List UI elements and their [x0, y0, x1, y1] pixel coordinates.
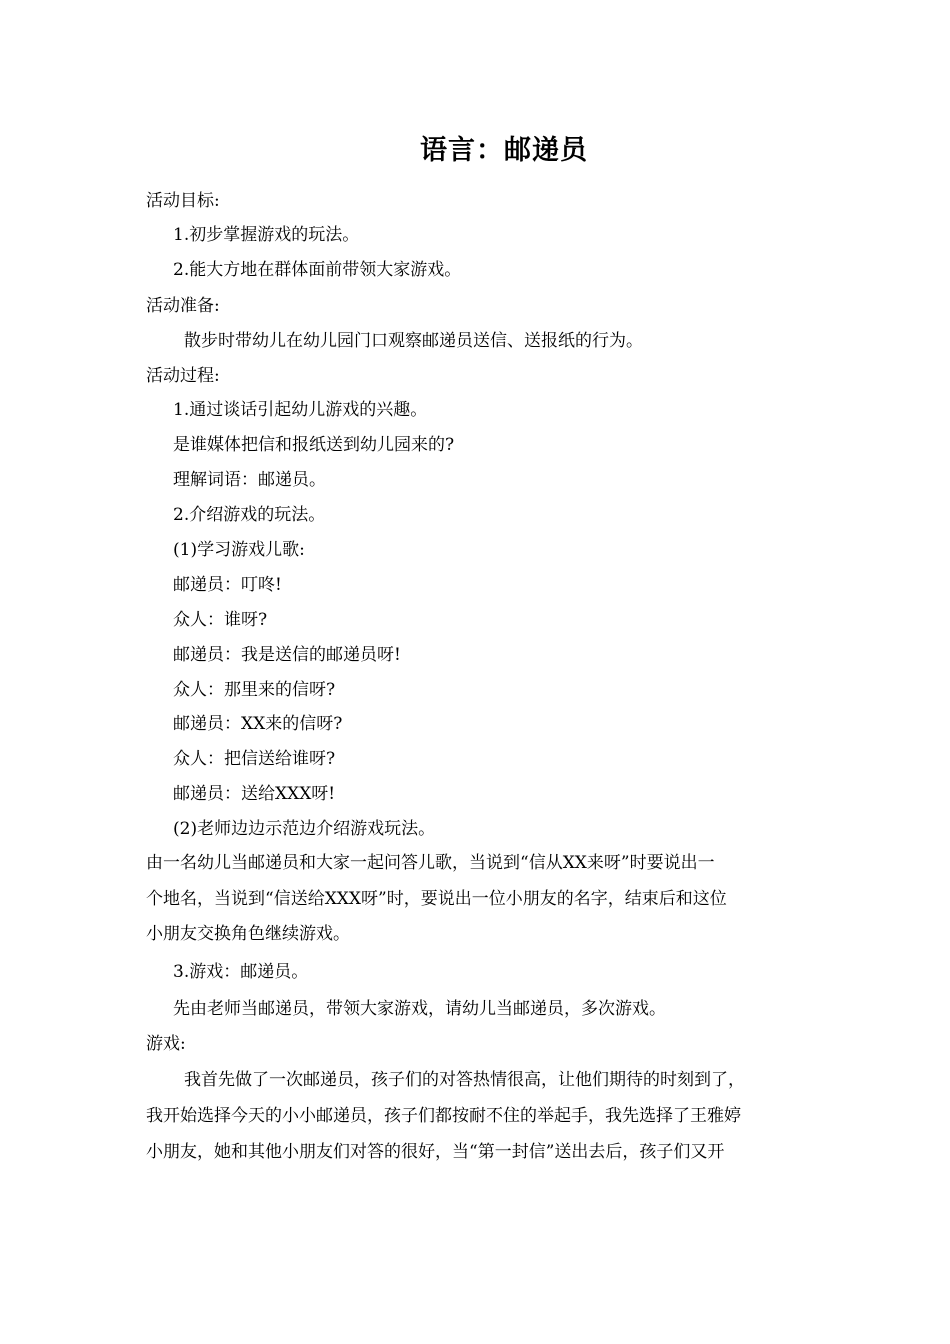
page-title: 语言：邮递员 [420, 135, 588, 166]
game-heading: 游戏: [146, 1034, 186, 1054]
rules-line: 由一名幼儿当邮递员和大家一起问答儿歌，当说到“信从XX来呀”时要说出一 [146, 853, 715, 873]
process-line: 1.通过谈话引起幼儿游戏的兴趣。 [173, 400, 428, 420]
rules-paragraph [146, 846, 810, 953]
goals-heading: 活动目标: [146, 191, 220, 211]
process-line: 是谁媒体把信和报纸送到幼儿园来的? [173, 435, 455, 455]
goal-item-2: 2.能大方地在群体面前带领大家游戏。 [173, 260, 462, 280]
game-line: 小朋友，她和其他小朋友们对答的很好，当“第一封信”送出去后，孩子们又开 [146, 1142, 725, 1162]
step3-line: 3.游戏：邮递员。 [173, 962, 309, 982]
process-line: 众人：谁呀? [173, 610, 268, 630]
game-line: 我开始选择今天的小小邮递员，孩子们都按耐不住的举起手，我先选择了王雅婷 [146, 1106, 741, 1126]
process-line: 邮递员：我是送信的邮递员呀! [173, 645, 401, 665]
prep-heading: 活动准备: [146, 296, 220, 316]
game-line: 我首先做了一次邮递员，孩子们的对答热情很高，让他们期待的时刻到了， [184, 1070, 745, 1090]
process-line: 邮递员：叮咚! [173, 575, 282, 595]
process-line: 邮递员：XX来的信呀? [173, 714, 343, 734]
step3-text: 先由老师当邮递员，带领大家游戏，请幼儿当邮递员，多次游戏。 [173, 999, 666, 1019]
prep-text: 散步时带幼儿在幼儿园门口观察邮递员送信、送报纸的行为。 [184, 331, 643, 351]
process-line: 众人：那里来的信呀? [173, 680, 336, 700]
process-line: 众人：把信送给谁呀? [173, 749, 336, 769]
process-heading: 活动过程: [146, 366, 220, 386]
goal-item-1: 1.初步掌握游戏的玩法。 [173, 225, 360, 245]
rules-line: 小朋友交换角色继续游戏。 [146, 924, 350, 944]
process-line: 2.介绍游戏的玩法。 [173, 505, 326, 525]
rules-line: 个地名，当说到“信送给XXX呀”时，要说出一位小朋友的名字，结束后和这位 [146, 888, 727, 909]
process-line: 理解词语：邮递员。 [173, 470, 326, 490]
process-line: 邮递员：送给XXX呀! [173, 784, 336, 804]
process-line: (1)学习游戏儿歌: [173, 540, 305, 560]
process-line: (2)老师边边示范边介绍游戏玩法。 [173, 819, 436, 839]
